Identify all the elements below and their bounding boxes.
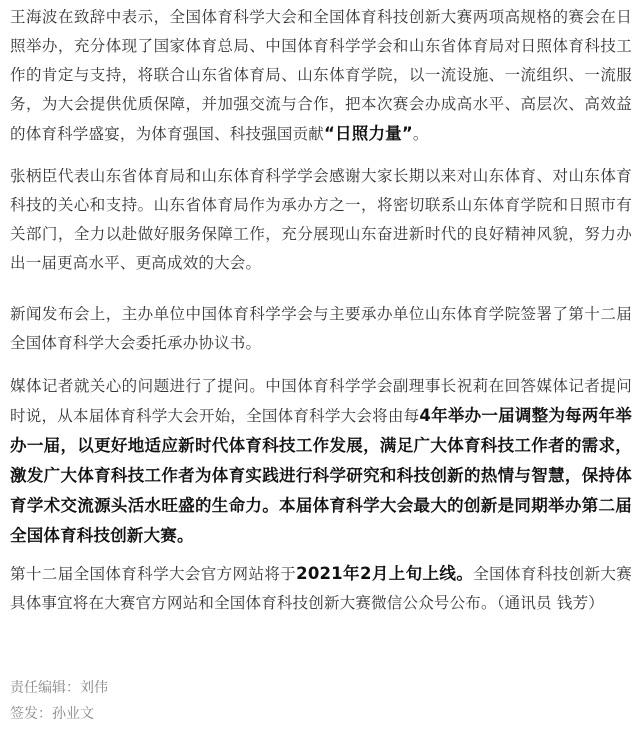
paragraph-5-text: 第十二届全国体育科学大会官方网站将于 [10,565,297,583]
paragraph-4-emphasis: 4年举办一届调整为每两年举办一届，以更好地适应新时代体育科技工作发展，满足广大体育科技工作者的需求，激发广大体育科技工作者为体育实践进行科学研究和科技创新的热情与智慧，保持体育学术交流源头活水旺盛的生命力。本届体育科学大会最大的创新是同期举办第二届全国体育科技创新大赛。 [10,406,632,545]
paragraph-2: 张柄臣代表山东省体育局和山东体育科学学会感谢大家长期以来对山东体育、对山东体育科技的关心和支持。山东省体育局作为承办方之一，将密切联系山东体育学院和日照市有关部门，全力以赴做好服务保障工作，充分展现山东奋进新时代的良好精神风貌，努力办出一届更高水平、更高成效的大会。 [10,167,632,272]
paragraph-3: 新闻发布会上，主办单位中国体育科学学会与主要承办单位山东体育学院签署了第十二届全国体育科学大会委托承办协议书。 [10,305,632,352]
article-credits [10,675,108,727]
paragraph-5 [10,559,632,618]
paragraph-4-text: 媒体记者就关心的问题进行了提问。中国体育科学学会副理事长祝莉在回答媒体记者提问时说，从本届体育科学大会开始，全国体育科学大会将由每 [10,377,632,425]
paragraph-5-emphasis: 2021年2月上旬上线。 [296,564,474,583]
paragraph-4 [10,372,632,551]
paragraph-1-text: 王海波在致辞中表示，全国体育科学大会和全国体育科技创新大赛两项高规格的赛会在日照举办，充分体现了国家体育总局、中国体育科学学会和山东省体育局对日照体育科技工作的肯定与支持，将联合山东省体育局、山东体育学院，以一流设施、一流组织、一流服务，为大会提供优质保障，并加强交流与合作，把本次赛会办成高水平、高层次、高效益的体育科学盛宴，为体育强国、科技强国贡献 [10,8,632,143]
paragraph-1-emphasis: “日照力量” [324,124,413,143]
paragraph-5-end: 全国体育科技创新大赛具体事宜将在大赛官方网站和全国体育科技创新大赛微信公众号公布。（通讯员 钱芳） [10,565,632,612]
paragraph-1 [10,3,632,149]
signoff-credit: 签发：孙业文 [10,706,94,722]
paragraph-1-end: 。 [412,125,429,143]
editor-credit: 责任编辑：刘伟 [10,680,108,696]
